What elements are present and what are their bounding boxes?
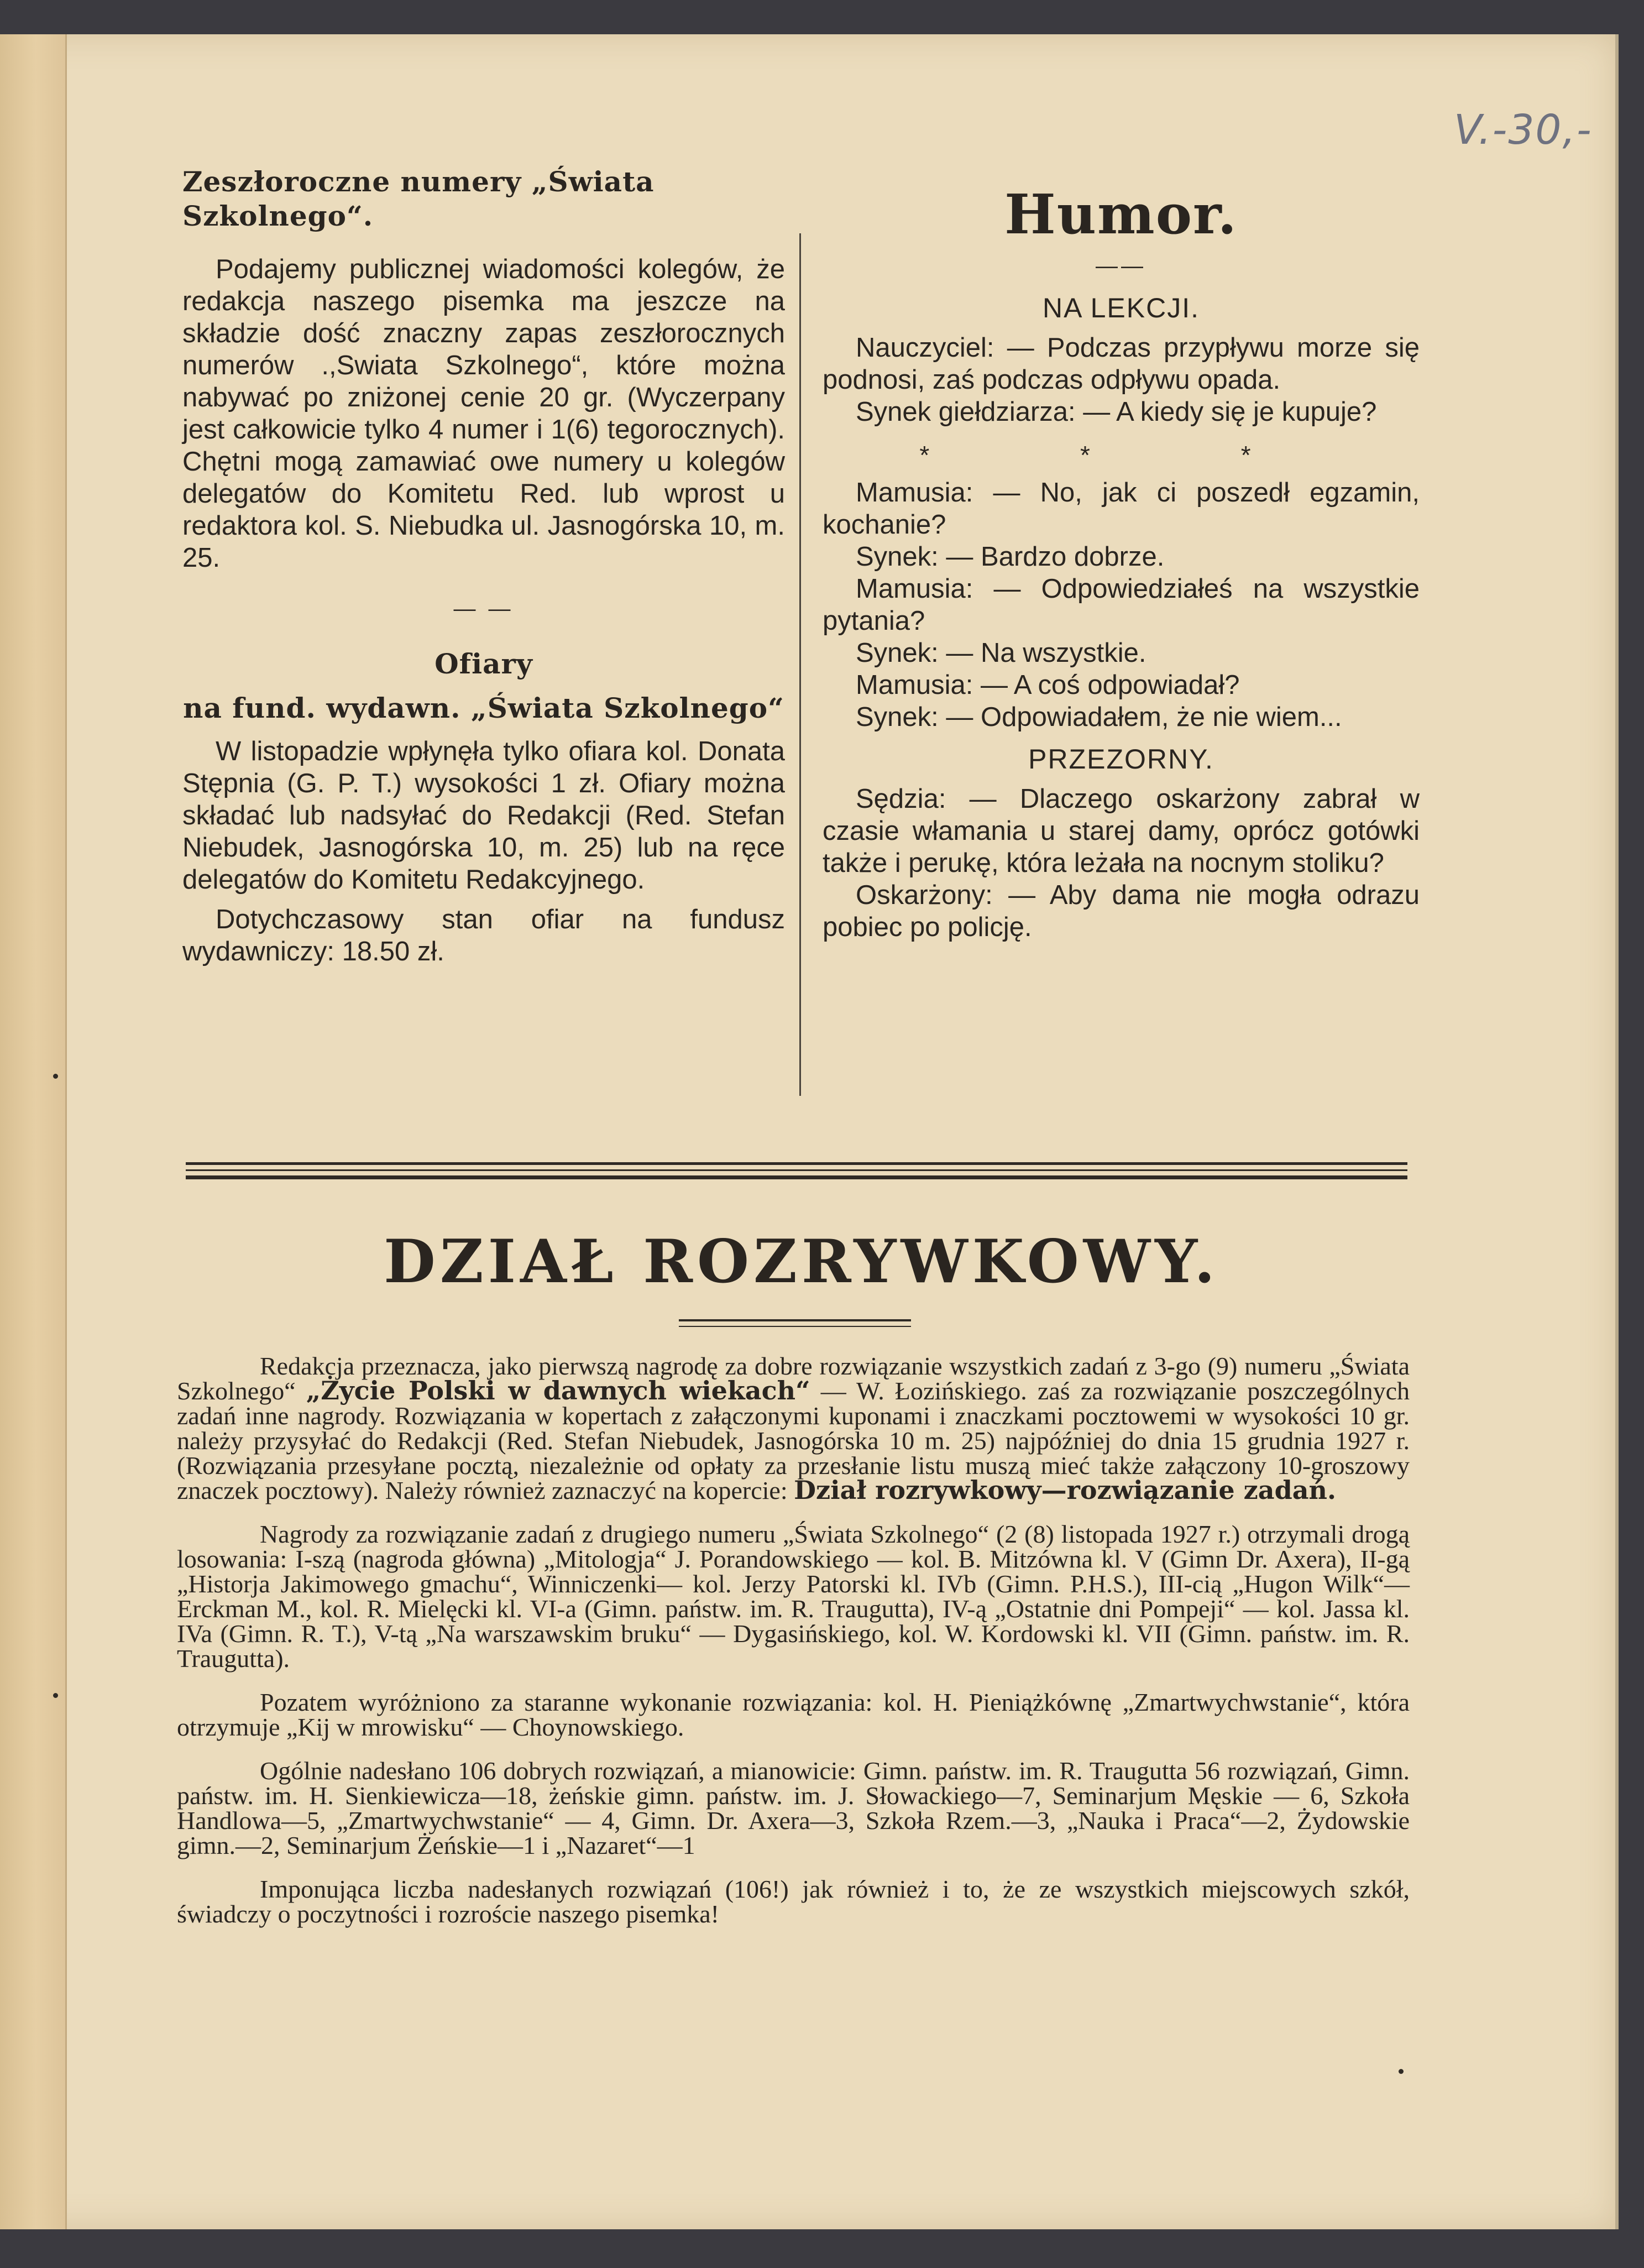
back-issues-heading: Zeszłoroczne numery „Świata Szkolnego“. (182, 165, 655, 232)
distinction-paragraph: Pozatem wyróżniono za staranne wykonanie rozwiązania: kol. H. Pieniążkównę „Zmartwychwstanie“, która otrzymuje „Kij w mrowisku“ — Choynowskiego. (177, 1688, 1410, 1741)
joke-line: Synek: — Bardzo dobrze. (856, 542, 1165, 572)
prize-text-cont: — W. Łozińskiego. zaś za rozwiązanie poszczególnych zadań inne nagrody. Rozwiązania w kopertach z załączonymi kuponami i znaczkami pocztowemi w wysokości 10 gr. należy przysyłać do Redakcji (Red. Stefan Niebudek, Jasnogórska 10 m. 25) najpóźniej do dnia 15 grudnia 1927 r. (Rozwiązania przesyłane pocztą, niezależnie od opłaty za przesłanie listu muszą mieć także załączony 10-groszowy znaczek pocztowy). Należy również zaznaczyć na kopercie: (177, 1377, 1410, 1504)
binding-hole (53, 1693, 58, 1698)
triple-rule-divider (186, 1162, 1407, 1184)
document-page (0, 34, 1619, 2229)
joke-line: Oskarżony: — Aby dama nie mogła odrazu pobiec po policję. (823, 880, 1420, 942)
asterism-separator: * * * (919, 441, 1323, 469)
joke-line: Sędzia: — Dlaczego oskarżony zabrał w czasie włamania u starej damy, oprócz gotówki także i perukę, która leżała na nocnym stoliku? (823, 784, 1420, 878)
donations-subheading: na fund. wydawn. „Świata Szkolnego“ (183, 692, 784, 724)
donations-paragraph: W listopadzie wpłynęła tylko ofiara kol. Donata Stępnia (G. P. T.) wysokości 1 zł. Ofiary można składać lub nadsyłać do Redakcji (Red. Stefan Niebudek, Jasnogórska 10, m. 25) lub na ręce delegatów do Komitetu Redakcyjnego. (182, 736, 785, 895)
left-column (182, 165, 785, 968)
submission-stats-paragraph: Ogólnie nadesłano 106 dobrych rozwiązań, a mianowicie: Gimn. państw. im. R. Traugutta 56 rozwiązań, Gimn. państw. im. H. Sienkiewicza—18, żeńskie gimn. państw. im. J. Słowackiego—7, Seminarjum Męskie — 6, Szkoła Handlowa—5, „Zmartwychwstanie“ — 4, Gimn. Dr. Axera—3, Szkoła Rzem.—3, „Nauka i Praca“—2, Żydowskie gimn.—2, Seminarjum Żeńskie—1 i „Nazaret“—1 (177, 1757, 1410, 1859)
prize-text: Redakcja przeznacza, jako pierwszą nagrodę za dobre rozwiązanie wszystkich zadań z 3-go (9) numeru „Świata Szkolnego“ (177, 1352, 1410, 1405)
prize-book-title: „Życie Polski w dawnych wiekach“ (306, 1376, 810, 1405)
joke-line: Mamusia: — Odpowiedziałeś na wszystkie pytania? (823, 574, 1420, 636)
joke-title-prudent: PRZEZORNY. (1028, 744, 1214, 775)
right-column (823, 165, 1420, 943)
joke-line: Synek giełdziarza: — A kiedy się je kupuje? (856, 397, 1377, 427)
humor-dash: —— (1096, 254, 1146, 278)
joke-line: Mamusia: — No, jak ci poszedł egzamin, kochanie? (823, 478, 1420, 540)
joke-line: Synek: — Odpowiadałem, że nie wiem... (856, 702, 1342, 732)
joke-line: Nauczyciel: — Podczas przypływu morze się podnosi, zaś podczas odpływu opada. (823, 333, 1420, 395)
donations-heading: Ofiary (434, 647, 533, 680)
envelope-marking: Dział rozrywkowy—rozwiązanie zadań. (794, 1475, 1337, 1505)
back-issues-paragraph: Podajemy publicznej wiadomości kolegów, że redakcja naszego pisemka ma jeszcze na składzie dość znaczny zapas zeszłorocznych numerów .,Swiata Szkolnego“, które można nabywać po zniżonej cenie 20 gr. (Wyczerpany jest całkowicie tylko 4 numer i 1(6) tegorocznych). Chętni mogą zamawiać owe numery u kolegów delegatów do Komitetu Red. lub wprost u redaktora kol. S. Niebudka ul. Jasnogórska 10, m. 25. (182, 254, 785, 573)
title-underline-thin (679, 1326, 911, 1327)
pencil-margin-note: V.-30,- (1454, 106, 1593, 154)
binding-spine (0, 34, 67, 2229)
entertainment-section-body (177, 1354, 1410, 1945)
ink-speck (1399, 2069, 1404, 2074)
section-dash: — — (453, 597, 514, 621)
joke-line: Mamusia: — A coś odpowiadał? (856, 670, 1240, 700)
entertainment-section-title: DZIAŁ ROZRYWKOWY. (384, 1227, 1219, 1297)
donations-total: Dotychczasowy stan ofiar na fundusz wydawniczy: 18.50 zł. (182, 905, 785, 966)
prize-announcement (177, 1354, 1410, 1503)
joke-line: Synek: — Na wszystkie. (856, 638, 1146, 668)
humor-heading: Humor. (1004, 183, 1238, 247)
title-underline (679, 1319, 911, 1321)
joke-title-lesson: NA LEKCJI. (1043, 292, 1200, 323)
column-divider (799, 233, 801, 1096)
closing-paragraph: Imponująca liczba nadesłanych rozwiązań (106!) jak również i to, że ze wszystkich miejscowych szkół, świadczy o poczytności i rozroście naszego pisemka! (177, 1875, 1410, 1928)
winners-paragraph: Nagrody za rozwiązanie zadań z drugiego numeru „Świata Szkolnego“ (2 (8) listopada 1927 r.) otrzymali drogą losowania: I-szą (nagroda główna) „Mitologja“ J. Porandowskiego — kol. B. Mitzówna kl. V (Gimn Dr. Axera), II-gą „Historja Jakimowego gmachu“, Winniczenki— kol. Jerzy Patorski kl. IVb (Gimn. P.H.S.), III-cią „Hugon Wilk“—Erckman M., kol. R. Mielęcki kl. VI-a (Gimn. państw. im. R. Traugutta), IV-ą „Ostatnie dni Pompeji“ — kol. Jassa kl. IVa (Gimn. R. T.), V-tą „Na warszawskim bruku“ — Dygasińskiego, kol. W. Kordowski kl. VII (Gimn. państw. im. R. Traugutta). (177, 1520, 1410, 1673)
binding-hole (53, 1074, 58, 1079)
